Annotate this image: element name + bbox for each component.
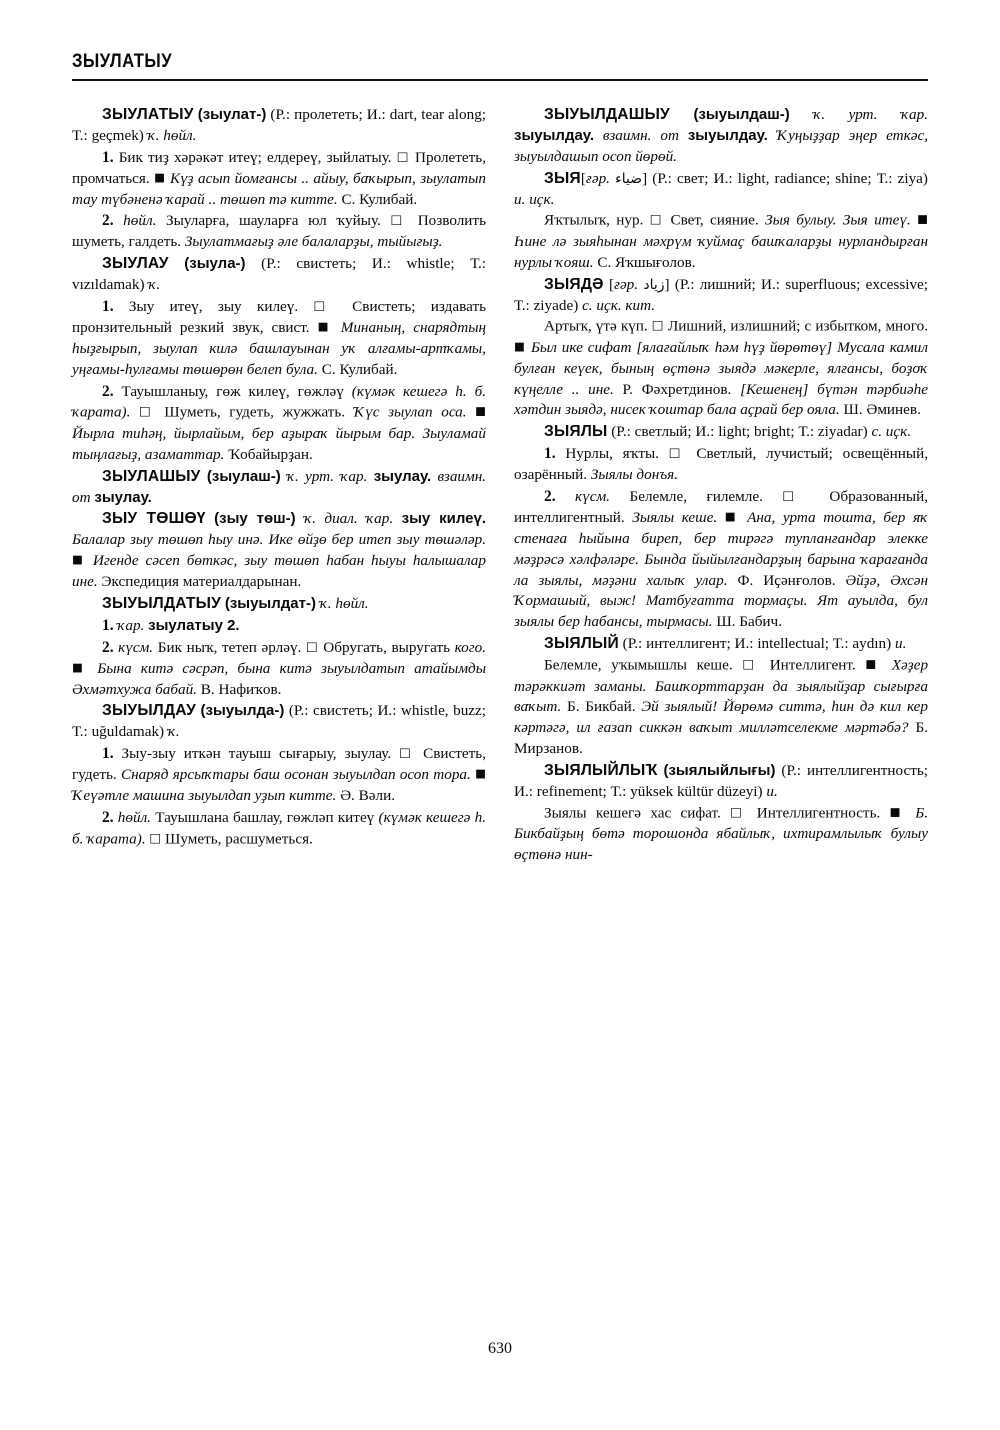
- example-source: Ш. Бабич.: [716, 613, 782, 631]
- sense-label: күсм.: [575, 488, 610, 506]
- filled-square-icon: ■: [865, 656, 883, 671]
- grammar-label: ҡ. диал. ҡар.: [304, 510, 394, 528]
- headword-stem: (зыуылда-): [200, 702, 285, 720]
- sense-number: 2.: [102, 638, 114, 656]
- russian-definition: Обругать, выругать: [323, 638, 451, 656]
- example-source: С. Кулибай.: [321, 360, 398, 378]
- sense-number: 2.: [544, 488, 556, 506]
- headword-stem: (зыула-): [184, 255, 246, 273]
- example-citation: Ҡуңыҙҙар эңер еткәс, зыуылдашып осоп йөрөй.: [514, 126, 928, 165]
- filled-square-icon: ■: [889, 804, 906, 819]
- translations: (Р.: интеллигент; И.: intellectual; Т.: aydın): [622, 635, 892, 653]
- example-citation: Эй зыялый! Йөрөмә ситтә, һин дә кил кер кәртәгә, ил ғазап сиккән ваҡыт милләтселекме мәртәбә?: [514, 698, 928, 737]
- cross-reference: зыулау.: [94, 488, 152, 506]
- headword: ЗЫЯЛЫЙЛЫҠ: [544, 762, 658, 780]
- hollow-square-icon: □: [139, 403, 156, 419]
- hollow-square-icon: □: [313, 297, 337, 313]
- filled-square-icon: ■: [475, 766, 486, 781]
- hollow-square-icon: □: [651, 317, 664, 333]
- russian-definition: Интеллигент.: [769, 656, 856, 674]
- grammar-label: с. иҫк. кит.: [582, 296, 656, 314]
- hollow-square-icon: □: [396, 148, 410, 164]
- headword-stem: (зыулат-): [197, 106, 267, 123]
- usage-note: (күмәк кешегә һ. б. ҡарата).: [72, 382, 487, 421]
- header-rule: [72, 79, 928, 81]
- translations: (Р.: интеллигентность; И.: refinement; Т.: yüksek kültür düzeyi): [514, 762, 929, 800]
- russian-definition: Интеллигентность.: [756, 804, 881, 822]
- headword: ЗЫУЛАУ: [102, 255, 169, 273]
- hollow-square-icon: □: [390, 211, 409, 227]
- sense-number: 1.: [102, 298, 114, 316]
- sense-number: 1.: [102, 148, 114, 166]
- sense: [514, 655, 928, 760]
- sense-label: ҡар.: [117, 616, 145, 634]
- russian-definition: Свистеть; издавать пронзительный резкий звук, свист.: [72, 298, 487, 336]
- example-citation: Зыулатмағыҙ әле балаларҙы, тыйығыҙ.: [184, 233, 443, 251]
- russian-definition: Свет, сияние.: [670, 211, 759, 229]
- filled-square-icon: ■: [724, 508, 740, 523]
- dict-entry: [72, 593, 486, 615]
- etymology-arabic: زياد: [643, 276, 665, 293]
- column-left: [72, 104, 486, 1304]
- translations: (Р.: свет; И.: light, radiance; shine; Т.: ziya): [652, 169, 928, 187]
- sense-number: 1.: [102, 616, 114, 634]
- sense: [514, 316, 928, 421]
- dict-entry: ЗЫЯ[ғәр. ضياء] (Р.: свет; И.: light, radiance; shine; Т.: ziya) и. иҫк.: [514, 169, 928, 208]
- russian-object-marker: кого.: [454, 638, 487, 656]
- example-phrase: Зыялы донъя.: [590, 466, 678, 484]
- cross-reference: зыуылдау.: [514, 126, 595, 144]
- translations: (Р.: свистеть; И.: whistle; Т.: vızıldamak): [72, 255, 486, 294]
- headword: ЗЫЯДӘ: [544, 275, 604, 293]
- hollow-square-icon: □: [306, 638, 319, 654]
- sense: [514, 443, 928, 486]
- bashkir-definition: Зыуларға, шауларға юл ҡуйыу.: [166, 212, 381, 230]
- grammar-label: ҡ. урт. ҡар.: [813, 106, 929, 123]
- bashkir-definition: Бик ныҡ, тетеп әрләү.: [157, 638, 302, 656]
- headword: ЗЫЯЛЫЙ: [544, 635, 619, 653]
- example-citation: Минаның, снарядтың һыҙғырып, зыулап килә башлауынан уҡ алғамы-артҡамы, уңғамы-һулғамы төшөрөн белеп була.: [72, 318, 487, 378]
- sense-number: 1.: [544, 445, 556, 463]
- hollow-square-icon: □: [149, 829, 162, 845]
- example-source: Ш. Әминев.: [843, 401, 921, 419]
- example-source: Ә. Вәли.: [340, 787, 396, 804]
- bashkir-definition: Тауышланыу, гөж килеү, гөжләү: [121, 382, 344, 400]
- headword: ЗЫУЫЛДАШЫУ: [544, 106, 670, 123]
- dict-entry: [72, 700, 486, 743]
- dict-entry: [514, 104, 928, 168]
- grammar-label: с. иҫк.: [871, 423, 912, 441]
- example-source: Б. Мирзанов.: [514, 719, 928, 758]
- bashkir-definition: Белемле, ғилемле.: [629, 488, 763, 506]
- grammar-label: и.: [894, 635, 907, 653]
- example-source: Экспедиция материалдарынан.: [101, 573, 302, 591]
- translations: (Р.: свистеть; И.: whistle, buzz; Т.: uğuldamak): [72, 702, 487, 741]
- example-citation: Күҙ асып йомғансы .. айыу, баҡырып, зыулатып тау түбәненә ҡарай .. төшөп тә китте.: [72, 169, 487, 208]
- bashkir-definition: Тауышлана башлау, гөжләп китеү: [155, 808, 375, 826]
- example-citation: Игенде сәсеп бөткәс, зыу төшөп һабан һыуы һалышалар ине.: [72, 552, 486, 591]
- example-citation: Бына китә сәсрәп, бына китә зыуылдатып атайымды Әхмәтхужа бабай.: [72, 659, 486, 698]
- text-columns: [72, 104, 928, 1304]
- example-source: Р. Фәхретдинов.: [622, 380, 732, 398]
- sense: [514, 486, 928, 633]
- sense: [72, 147, 486, 211]
- page-number: 630: [488, 1340, 512, 1357]
- filled-square-icon: ■: [72, 552, 86, 567]
- hollow-square-icon: □: [399, 744, 416, 760]
- sense-label: һөйл.: [117, 808, 151, 826]
- dict-entry: [514, 421, 928, 443]
- sense: [72, 381, 486, 466]
- cross-reference: зыу килеү.: [401, 510, 487, 528]
- russian-definition: Образованный, интеллигентный.: [514, 488, 929, 526]
- sense-number: 1.: [102, 745, 114, 763]
- headword: ЗЫЯЛЫ: [544, 423, 608, 441]
- grammar-label: ҡ.: [167, 723, 180, 741]
- filled-square-icon: ■: [72, 659, 89, 674]
- bashkir-definition: Белемле, уҡымышлы кеше.: [544, 656, 733, 674]
- sense-number: 2.: [102, 808, 114, 826]
- example-source: В. Нафиҡов.: [200, 680, 282, 698]
- grammar-label: ҡ. һөйл.: [319, 594, 369, 612]
- cross-reference: зыулау.: [373, 467, 432, 485]
- headword-stem: (зыулаш-): [206, 467, 281, 485]
- headword-stem: (зыу төш-): [214, 510, 296, 528]
- russian-definition: Светлый, лучистый; освещённый, озарённый.: [514, 445, 929, 484]
- headword: ЗЫУЛАТЫУ: [102, 106, 194, 123]
- sense: [72, 296, 486, 381]
- filled-square-icon: ■: [317, 318, 333, 333]
- headword: ЗЫЯ: [544, 169, 581, 187]
- example-phrase: Балалар зыу төшөп һыу инә. Ике өйҙө бер итеп зыу төшәләр.: [72, 531, 486, 549]
- headword-stem: (зыуылдат-): [224, 594, 316, 612]
- example-phrase: Ҡүс зыулап оса.: [353, 403, 467, 421]
- headword: ЗЫУЫЛДАТЫУ: [102, 594, 222, 612]
- filled-square-icon: ■: [917, 211, 928, 226]
- sense: [72, 637, 486, 701]
- hollow-square-icon: □: [742, 656, 761, 672]
- headword: ЗЫУЛАШЫУ: [102, 467, 201, 485]
- bashkir-definition: Зыялы кешегә хас сифат.: [544, 804, 721, 822]
- translations: (Р.: светлый; И.: light; bright; Т.: ziyadar): [611, 423, 868, 441]
- example-phrase: Зыялы кеше.: [632, 508, 718, 526]
- cross-reference: зыуылдау.: [687, 126, 768, 144]
- example-citation: Б. Бикбайҙың бөтә торошонда ябайлыҡ, ихтирамлылыҡ булыу өҫтөнә нин-: [514, 804, 929, 864]
- hollow-square-icon: □: [649, 211, 665, 227]
- sense: [514, 210, 928, 273]
- example-phrase: Снаряд ярсыҡтары баш осонан зыуылдап осоп тора.: [121, 766, 471, 784]
- example-source: С. Кулибай.: [341, 190, 418, 208]
- sense-label: күсм.: [118, 638, 154, 656]
- example-source: Б. Бикбай.: [567, 698, 636, 716]
- example-source: Ф. Иҫәнғолов.: [737, 571, 836, 589]
- example-citation: Йырла тиһәң, йырлайым, бер аҙыраҡ йырым бар. Зыуламай тыңлағыҙ, азаматтар.: [72, 424, 486, 463]
- headword: ЗЫУ ТӨШӨҮ: [102, 510, 206, 528]
- sense: [72, 743, 486, 807]
- example-citation: Ҡеүәтле машина зыуылдап уҙып китте.: [72, 787, 337, 804]
- dict-entry: [72, 104, 486, 147]
- filled-square-icon: ■: [475, 403, 487, 418]
- example-citation: Әйҙә, Әхсән Ҡормашый, выж! Матбуғатта тормаҫы. Ят ауылда, бул зыялы бер һабансы, тырмасы.: [514, 571, 929, 631]
- sense: [72, 807, 486, 850]
- filled-square-icon: ■: [514, 338, 527, 353]
- example-citation: [Кешенең] бүтән тәрбиәһе хәтдин зыядә, нисек ҡоштар бала аҫрай бер ояла.: [514, 380, 929, 419]
- sense: [514, 803, 928, 866]
- bashkir-definition: Бик тиҙ хәрәкәт итеү; елдереү, зыйлатыу.: [118, 148, 392, 166]
- hollow-square-icon: □: [668, 444, 687, 460]
- grammar-label: ҡ. һөйл.: [147, 126, 197, 144]
- running-head: [72, 52, 928, 81]
- bashkir-definition: Яҡтылыҡ, нур.: [544, 211, 644, 229]
- column-right: [514, 104, 928, 1304]
- filled-square-icon: ■: [154, 169, 166, 184]
- russian-definition: Лишний, излишний; с избытком, много.: [667, 317, 929, 335]
- russian-definition: Свистеть, гудеть.: [72, 745, 487, 784]
- running-head-text: ЗЫУЛАТЫУ: [72, 51, 173, 72]
- etymology-arabic: ضياء: [615, 170, 643, 187]
- relation-label: взаимн. от: [72, 467, 487, 506]
- example-source: С. Яҡшығолов.: [597, 253, 696, 271]
- dict-entry: [72, 253, 486, 296]
- translations: (Р.: пролететь; И.: dart, tear along; Т.: geçmek): [72, 106, 487, 144]
- grammar-label: ҡ. урт. ҡар.: [287, 467, 368, 485]
- sense-number: 2.: [102, 382, 114, 400]
- russian-definition: Пролететь, промчаться.: [72, 148, 487, 187]
- example-citation: Хәҙер тәрәккиәт заманы. Башҡорттарҙан да зыялыйҙар сығырға ваҡыт.: [514, 656, 929, 716]
- example-phrase: Зыя булыу. Зыя итеү.: [765, 211, 911, 229]
- sense-number: 2.: [102, 212, 114, 230]
- sense-label: һөйл.: [123, 212, 157, 230]
- example-citation: Һине лә зыяһынан мәхрүм ҡуймаҫ башҡаларҙы нурландырған нурлы ҡояш.: [514, 232, 928, 271]
- usage-note: (күмәк кешегә һ. б. ҡарата).: [72, 808, 486, 848]
- headword-stem: (зыялыйлығы): [663, 762, 776, 780]
- dict-entry: [514, 760, 928, 803]
- etymology-label: ғәр.: [614, 275, 639, 293]
- dict-entry: [72, 508, 486, 593]
- hollow-square-icon: □: [782, 487, 810, 503]
- headword-stem: (зыуылдаш-): [693, 106, 790, 123]
- hollow-square-icon: □: [730, 803, 748, 819]
- example-citation: Ана, урта тошта, бер яҡ стенаға һыйына биреп, бер тирәгә тупланғандар элекке мәҙрәсә хәлфәләре. Бында йыйылғандарҙың барына ҡарағанда ла зыялы, мәҙәни халыҡ улар.: [514, 508, 929, 589]
- dict-entry: [514, 633, 928, 655]
- headword: ЗЫУЫЛДАУ: [102, 702, 197, 720]
- relation-label: взаимн. от: [602, 126, 679, 144]
- sense: [72, 615, 486, 637]
- russian-definition: Шуметь, расшуметься.: [165, 830, 313, 848]
- grammar-label: и. иҫк.: [514, 190, 555, 208]
- dict-entry: ЗЫЯДӘ [ғәр. زياد] (Р.: лишний; И.: superfluous; excessive; Т.: ziyade) с. иҫк. кит.: [514, 275, 929, 314]
- bashkir-definition: Артыҡ, үтә күп.: [544, 317, 648, 335]
- example-citation: Был ике сифат [ялағайлыҡ һәм һүҙ йөрөтөү] Мусала камил булған кеүек, бының өҫтөнә зыядә мәкерле, ялғансы, боҙоҡ күңелле .. ине.: [514, 338, 928, 398]
- example-source: Ҡобайырҙан.: [228, 445, 313, 463]
- sense: [72, 210, 486, 253]
- dict-entry: [72, 466, 486, 509]
- grammar-label: ҡ.: [148, 276, 161, 294]
- cross-reference: зыулатыу 2.: [148, 616, 240, 634]
- russian-definition: Позволить шуметь, галдеть.: [72, 212, 486, 251]
- bashkir-definition: Нурлы, яҡты.: [565, 445, 659, 463]
- translations: (Р.: лишний; И.: superfluous; excessive; Т.: ziyade): [514, 275, 929, 314]
- grammar-label: и.: [766, 783, 778, 800]
- etymology-label: ғәр.: [585, 169, 610, 187]
- bashkir-definition: Зыу итеү, зыу килеү.: [128, 298, 299, 316]
- russian-definition: Шуметь, гудеть, жужжать.: [164, 403, 346, 421]
- bashkir-definition: Зыу-зыу иткән тауыш сығарыу, зыулау.: [121, 745, 392, 763]
